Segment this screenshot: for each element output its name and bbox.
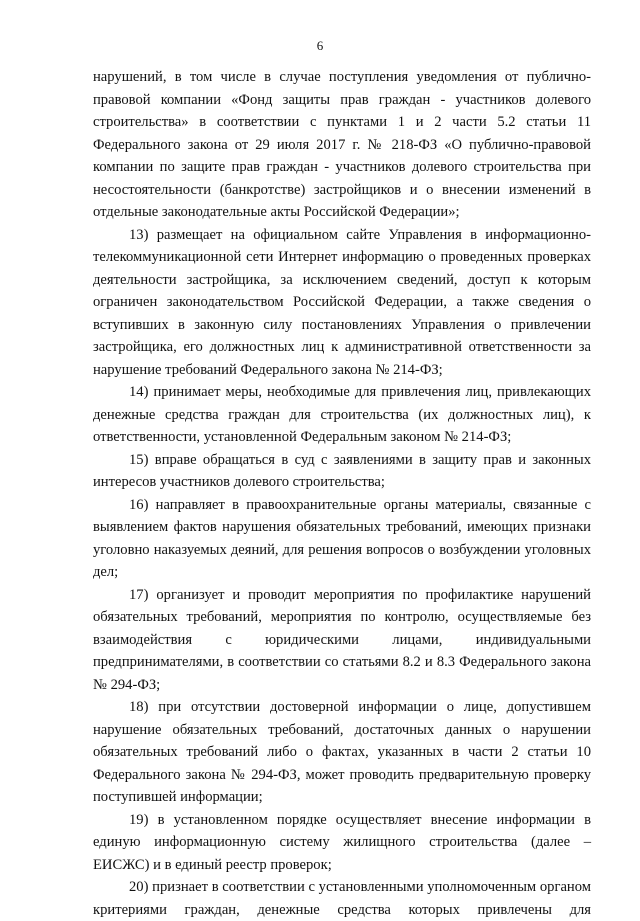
paragraph: 20) признает в соответствии с установленными уполномоченным органом критериями граждан, денежные средства которых привлечены для (93, 879, 591, 918)
paragraph: 14) принимает меры, необходимые для привлечения лиц, привлекающих денежные средства граждан для строительства (их должностных лиц), к ответственности, установленной Федеральным законом № 214-ФЗ; (93, 384, 591, 445)
paragraph: 18) при отсутствии достоверной информации о лице, допустившем нарушение обязательных требований, достаточных данных о нарушении обязательных требований либо о фактах, указанных в части 2 статьи 10 Федерального закона № 294-ФЗ, может проводить предварительную проверку поступившей информации; (93, 699, 591, 805)
paragraph: 19) в установленном порядке осуществляет внесение информации в единую информационную систему жилищного строительства (далее – ЕИСЖС) и в единый реестр проверок; (93, 811, 591, 873)
document-body (93, 66, 591, 921)
paragraph: 17) организует и проводит мероприятия по профилактике нарушений обязательных требований, мероприятия по контролю, осуществляемые без взаимодействия с юридическими лицами, индивидуальными предпринимателями, в соответствии со статьями 8.2 и 8.3 Федерального закона № 294-ФЗ; (93, 586, 591, 693)
paragraph: 16) направляет в правоохранительные органы материалы, связанные с выявлением фактов нарушения обязательных требований, имеющих признаки уголовно наказуемых деяний, для решения вопросов о возбуждении уголовных дел; (93, 496, 591, 580)
paragraph: нарушений, в том числе в случае поступления уведомления от публично-правовой компании «Фонд защиты прав граждан - участников долевого строительства» в соответствии с пунктами 1 и 2 части 5.2 статьи 11 Федерального закона от 29 июля 2017 г. № 218-ФЗ «О публично-правовой компании по защите прав граждан - участников долевого строительства при несостоятельности (банкротстве) застройщиков и о внесении изменений в отдельные законодательные акты Российской Федерации»; (93, 69, 591, 220)
page-number: 6 (316, 38, 324, 53)
paragraph: 15) вправе обращаться в суд с заявлениями в защиту прав и законных интересов участников долевого строительства; (93, 451, 591, 490)
paragraph: 13) размещает на официальном сайте Управления в информационно-телекоммуникационной сети Интернет информацию о проведенных проверках деятельности застройщика, за исключением сведений, доступ к которым ограничен законодательством Российской Федерации, а также сведения о вступивших в законную силу постановлениях Управления о привлечении застройщика, его должностных лиц к административной ответственности за нарушение требований Федерального закона № 214-ФЗ; (93, 226, 591, 378)
